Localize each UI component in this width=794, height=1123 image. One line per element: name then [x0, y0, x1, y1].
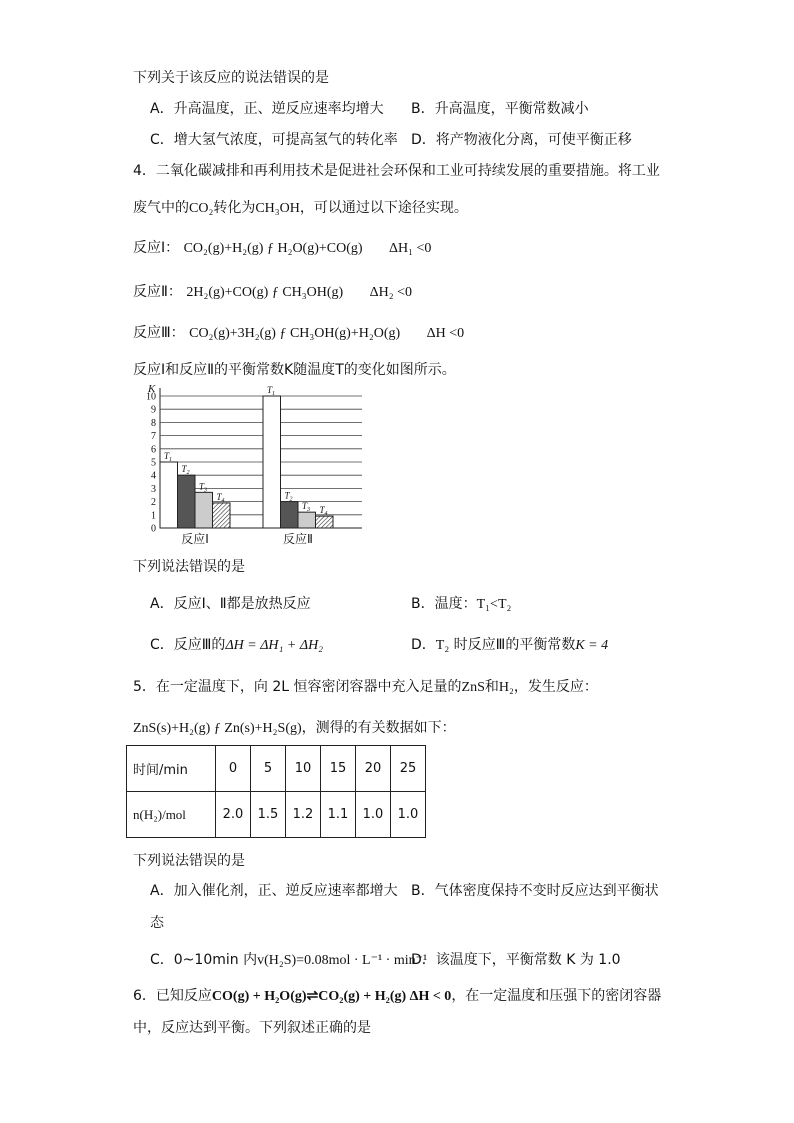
- q5-zns: ZnS: [461, 680, 485, 695]
- q5-option-d: D．该温度下，平衡常数 K 为 1.0: [411, 952, 621, 968]
- q4-option-b: [411, 593, 511, 613]
- bar: [213, 503, 231, 528]
- q3-option-a: A．升高温度，正、逆反应速率均增大: [150, 101, 384, 117]
- q4-line2-b: 转化为: [213, 200, 256, 216]
- y-tick-label: 2: [151, 497, 156, 509]
- table-cell: 0: [216, 746, 251, 792]
- q6-line1-b: ，在一定温度和压强下的密闭容器: [451, 988, 662, 1004]
- q4-co2: CO₂: [189, 201, 214, 216]
- reaction-1: [133, 237, 431, 257]
- table-cell: 2.0: [216, 792, 251, 838]
- bar: [195, 492, 213, 528]
- table-cell: 1.5: [251, 792, 286, 838]
- bar: [263, 396, 281, 528]
- q5-line2-b: ，测得的有关数据如下：: [301, 720, 456, 736]
- reaction-2-dh: ΔH₂ <0: [369, 285, 413, 300]
- group-label: 反应Ⅱ: [283, 532, 313, 546]
- reaction-1-label: 反应Ⅰ：: [133, 240, 180, 256]
- y-tick-label: 1: [151, 510, 156, 522]
- bar-label: $T_4$: [319, 505, 328, 518]
- table-cell: 1.2: [286, 792, 321, 838]
- table-cell: 10: [286, 746, 321, 792]
- bar-label: $T_2$: [181, 464, 190, 477]
- bar: [316, 516, 334, 528]
- bar: [281, 502, 299, 528]
- q4-option-a: A．反应Ⅰ、Ⅱ都是放热反应: [150, 596, 311, 612]
- reaction-1-dh: ΔH₁ <0: [389, 241, 432, 256]
- q4-option-d: [411, 634, 608, 654]
- y-axis-label: K: [148, 383, 156, 395]
- q4-option-b-math: T₁<T₂: [476, 597, 512, 612]
- bar-label: $T_1$: [267, 385, 276, 397]
- q5-option-c: [150, 949, 427, 969]
- y-tick-label: 9: [151, 404, 156, 416]
- y-tick-label: 5: [151, 457, 156, 469]
- q4-option-d-temp: T₂: [435, 638, 450, 653]
- k-bar-chart: [140, 382, 372, 552]
- y-tick-label: 4: [151, 470, 156, 482]
- y-tick-label: 0: [151, 523, 156, 535]
- q4-line1: 4．二氧化碳减排和再利用技术是促进社会环保和工业可持续发展的重要措施。将工业: [133, 163, 660, 179]
- q4-option-d-math: K = 4: [575, 638, 609, 653]
- reaction-2-label: 反应Ⅱ：: [133, 284, 182, 300]
- q3-option-d: D．将产物液化分离，可使平衡正移: [411, 132, 632, 148]
- q5-line2: [133, 717, 456, 737]
- q4-line2: [133, 197, 468, 217]
- q4-line2-c: ，可以通过以下途径实现。: [299, 200, 468, 216]
- q6-line1: [133, 985, 661, 1005]
- bar-label: $T_3$: [302, 501, 311, 514]
- table-row: [127, 792, 426, 838]
- q5-option-b-cont: 态: [150, 915, 164, 931]
- q5-h2: H₂: [498, 680, 514, 695]
- reaction-3-dh: ΔH <0: [426, 326, 465, 341]
- table-header-nh2: n(H₂)/mol: [127, 792, 216, 838]
- q5-equation: ZnS(s)+H₂(g) ƒ Zn(s)+H₂S(g): [133, 721, 302, 736]
- q5-line1: [133, 676, 598, 696]
- y-tick-label: 6: [151, 444, 156, 456]
- q4-line2-a: 废气中的: [133, 200, 189, 216]
- q5-option-c-text: C．0~10min 内: [150, 952, 258, 968]
- q4-option-b-text: B．温度：: [411, 596, 477, 612]
- q4-option-d-text: 时反应Ⅲ的平衡常数: [449, 637, 576, 653]
- q6-equation: CO(g) + H₂O(g)⇌CO₂(g) + H₂(g) ΔH < 0: [211, 989, 452, 1004]
- chart-intro: 反应Ⅰ和反应Ⅱ的平衡常数K随温度T的变化如图所示。: [133, 362, 456, 378]
- bar: [160, 462, 178, 528]
- y-tick-label: 3: [151, 483, 156, 495]
- q5-line1-c: ，发生反应：: [513, 679, 598, 695]
- bar: [178, 475, 196, 528]
- reaction-2: [133, 281, 412, 301]
- q5-line1-a: 5．在一定温度下，向 2L 恒容密闭容器中充入足量的: [133, 679, 462, 695]
- q4-option-c: [150, 634, 323, 654]
- q4-option-c-math: ΔH = ΔH₁ + ΔH₂: [225, 638, 324, 653]
- q3-stem: 下列关于该反应的说法错误的是: [133, 70, 329, 86]
- q5-option-a: A．加入催化剂，正、逆反应速率都增大: [150, 883, 398, 899]
- q5-line1-b: 和: [484, 679, 499, 695]
- q3-option-b: B．升高温度，平衡常数减小: [411, 101, 589, 117]
- q6-line2: 中，反应达到平衡。下列叙述正确的是: [133, 1020, 371, 1036]
- table-cell: 1.0: [356, 792, 391, 838]
- group-label: 反应Ⅰ: [181, 532, 209, 546]
- q6-line1-a: 6．已知反应: [133, 988, 212, 1004]
- table-cell: 1.0: [391, 792, 426, 838]
- bar-label: $T_4$: [216, 491, 225, 504]
- y-tick-label: 8: [151, 417, 156, 429]
- reaction-2-equation: 2H₂(g)+CO(g) ƒ CH₃OH(g): [186, 285, 344, 300]
- q4-stem: 下列说法错误的是: [133, 559, 245, 575]
- table-header-time: 时间/min: [127, 746, 216, 792]
- y-tick-label: 10: [146, 391, 156, 403]
- bar-label: $T_1$: [164, 451, 173, 463]
- q4-option-c-text: C．反应Ⅲ的: [150, 637, 226, 653]
- y-tick-label: 7: [151, 431, 156, 443]
- q5-option-b: B．气体密度保持不变时反应达到平衡状: [411, 883, 659, 899]
- table-row: [127, 746, 426, 792]
- bar: [298, 512, 316, 528]
- reaction-3: [133, 322, 464, 342]
- reaction-1-equation: CO₂(g)+H₂(g) ƒ H₂O(g)+CO(g): [183, 241, 363, 256]
- table-cell: 25: [391, 746, 426, 792]
- reaction-3-label: 反应Ⅲ：: [133, 325, 185, 341]
- bar-label: $T_3$: [199, 481, 208, 494]
- table-cell: 5: [251, 746, 286, 792]
- table-cell: 15: [321, 746, 356, 792]
- reaction-3-equation: CO₂(g)+3H₂(g) ƒ CH₃OH(g)+H₂O(g): [189, 326, 401, 341]
- q4-option-d-prefix: D．: [411, 637, 436, 653]
- q5-option-c-math: v(H₂S)=0.08mol · L⁻¹ · min⁻¹: [257, 953, 428, 968]
- q3-option-c: C．增大氢气浓度，可提高氢气的转化率: [150, 132, 398, 148]
- q5-data-table: [126, 745, 426, 838]
- table-cell: 1.1: [321, 792, 356, 838]
- q4-ch3oh: CH₃OH: [255, 201, 300, 216]
- q5-stem: 下列说法错误的是: [133, 853, 245, 869]
- table-cell: 20: [356, 746, 391, 792]
- bar-label: $T_2$: [284, 490, 293, 503]
